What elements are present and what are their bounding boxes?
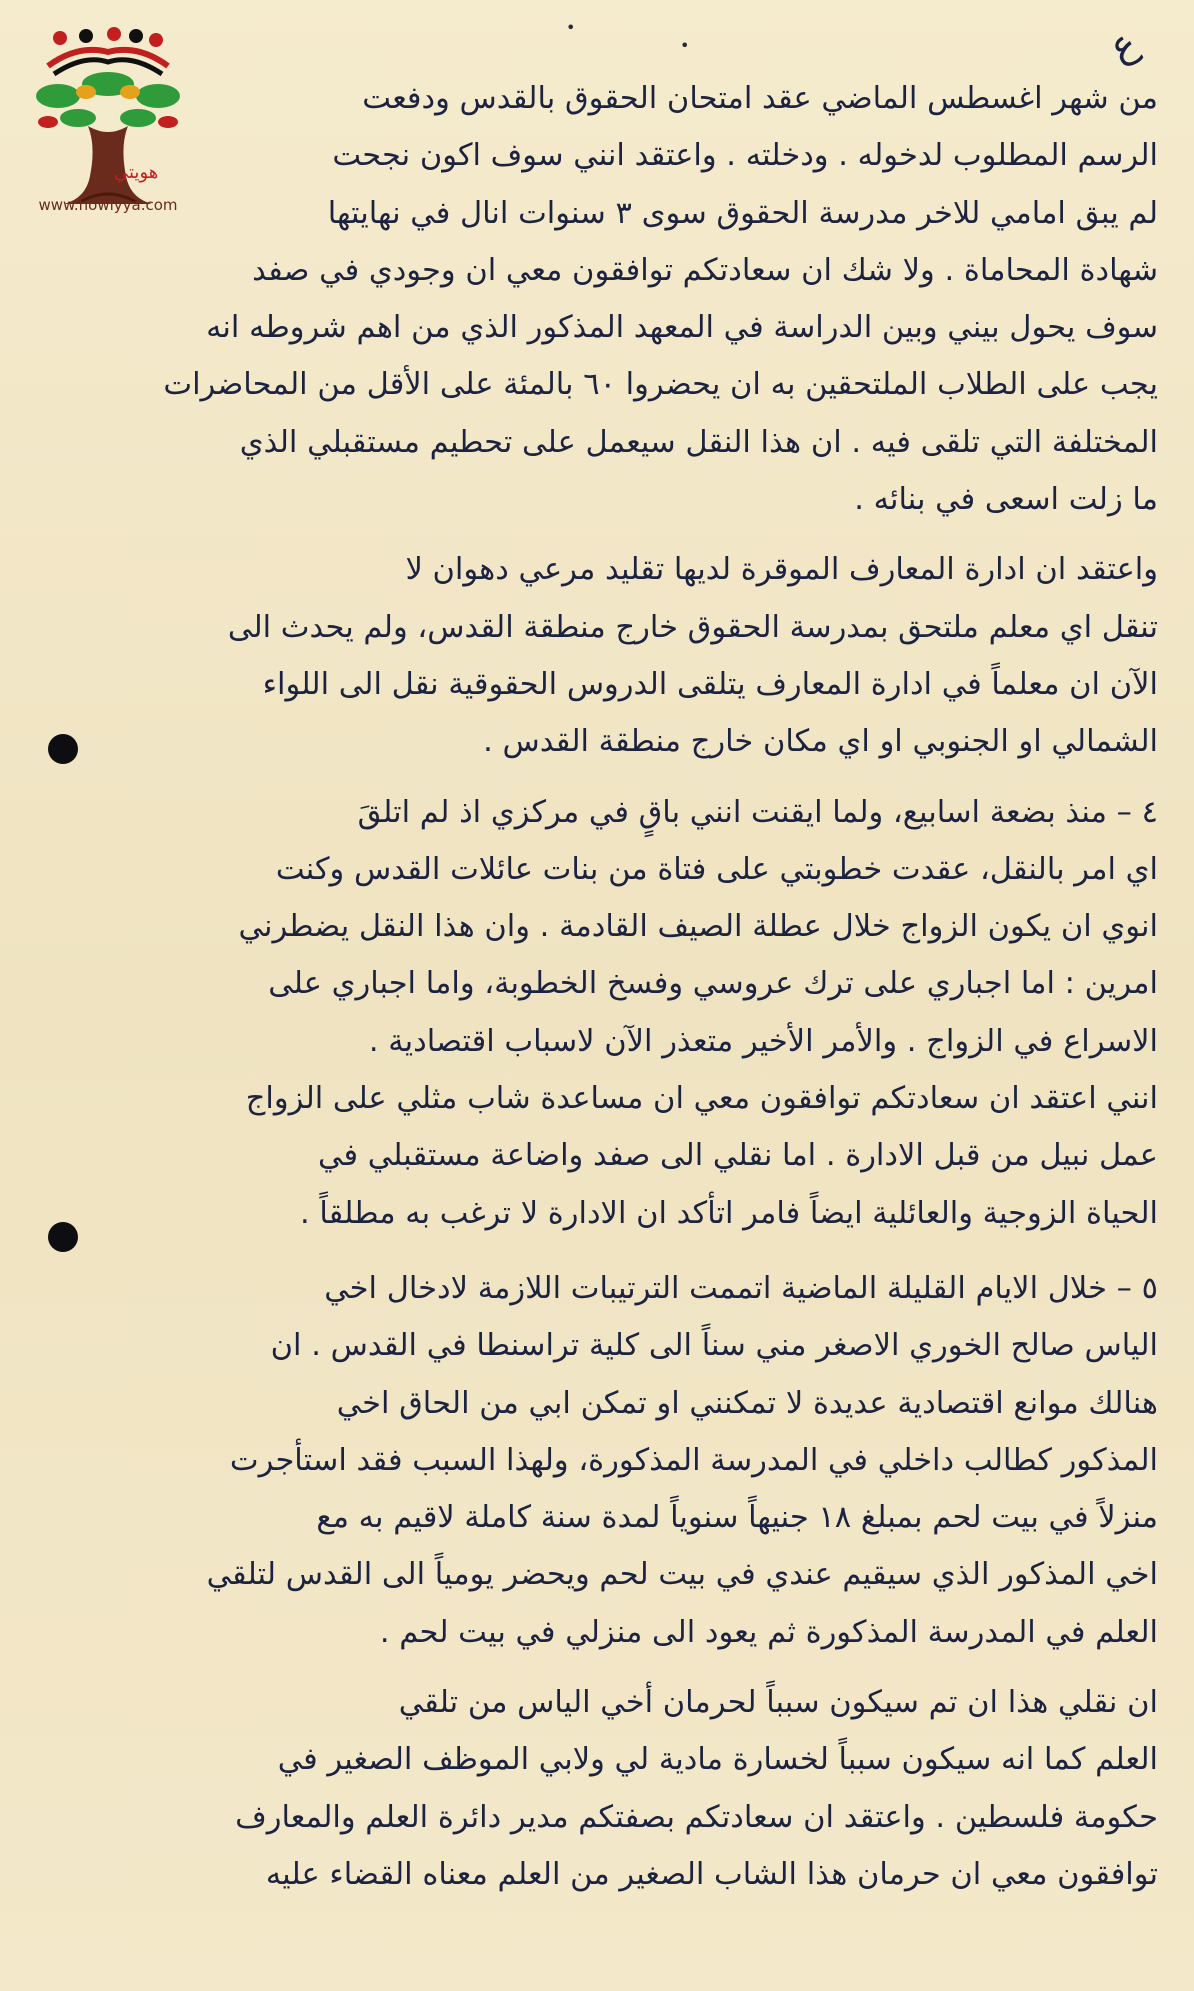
text-line: ان نقلي هذا ان تم سيكون سبباً لحرمان أخي الياس من تلقي <box>398 1685 1158 1721</box>
letter-body <box>88 70 1158 1903</box>
paragraph-5 <box>88 1674 1158 1903</box>
text-line: توافقون معي ان حرمان هذا الشاب الصغير من العلم معناه القضاء عليه <box>265 1856 1158 1892</box>
text-line: الحياة الزوجية والعائلية ايضاً فامر اتأكد ان الادارة لا ترغب به مطلقاً . <box>299 1195 1158 1231</box>
text-line: من شهر اغسطس الماضي عقد امتحان الحقوق بالقدس ودفعت <box>362 81 1158 116</box>
text-line: لم يبق امامي للاخر مدرسة الحقوق سوى ٣ سنوات انال في نهايتها <box>327 195 1158 231</box>
text-line: عمل نبيل من قبل الادارة . اما نقلي الى صفد واضاعة مستقبلي في <box>318 1138 1158 1174</box>
logo-text: هويتي <box>114 162 159 183</box>
text-line: هنالك موانع اقتصادية عديدة لا تمكنني او تمكن ابي من الحاق اخي <box>336 1385 1158 1421</box>
page-corner-mark: ﻉ <box>1101 19 1145 71</box>
text-line: شهادة المحاماة . ولا شك ان سعادتكم توافقون معي ان وجودي في صفد <box>252 252 1158 288</box>
paragraph-2 <box>88 541 1158 770</box>
watermark-url: www.howiyya.com <box>38 196 178 214</box>
text-line: انني اعتقد ان سعادتكم توافقون معي ان مساعدة شاب مثلي على الزواج <box>245 1081 1158 1117</box>
ink-dot: • <box>566 18 576 37</box>
text-line: حكومة فلسطين . واعتقد ان سعادتكم بصفتكم مدير دائرة العلم والمعارف <box>235 1799 1158 1835</box>
punch-hole <box>48 1222 78 1252</box>
text-line: تنقل اي معلم ملتحق بمدرسة الحقوق خارج منطقة القدس، ولم يحدث الى <box>227 609 1158 645</box>
text-line: واعتقد ان ادارة المعارف الموقرة لديها تقليد مرعي دهوان لا <box>405 552 1158 588</box>
text-line: يجب على الطلاب الملتحقين به ان يحضروا ٦٠ بالمئة على الأقل من المحاضرات <box>163 367 1158 403</box>
text-line: ٤ – منذ بضعة اسابيع، ولما ايقنت انني باقٍ في مركزي اذ لم اتلقَ <box>357 794 1158 830</box>
ink-dot: • <box>680 36 690 55</box>
text-line: ٥ – خلال الايام القليلة الماضية اتممت الترتيبات اللازمة لادخال اخي <box>324 1270 1158 1306</box>
paragraph-1 <box>88 70 1158 528</box>
text-line: العلم كما انه سيكون سبباً لخسارة مادية لي ولابي الموظف الصغير في <box>277 1742 1158 1778</box>
paragraph-4 <box>88 1260 1158 1661</box>
text-line: امرين : اما اجباري على ترك عروسي وفسخ الخطوبة، واما اجباري على <box>268 966 1158 1002</box>
text-line: الآن ان معلماً في ادارة المعارف يتلقى الدروس الحقوقية نقل الى اللواء <box>262 666 1158 702</box>
text-line: ما زلت اسعى في بنائه . <box>854 482 1158 518</box>
text-line: المختلفة التي تلقى فيه . ان هذا النقل سيعمل على تحطيم مستقبلي الذي <box>239 424 1158 460</box>
text-line: اخي المذكور الذي سيقيم عندي في بيت لحم ويحضر يومياً الى القدس لتلقي <box>206 1557 1158 1593</box>
text-line: اي امر بالنقل، عقدت خطوبتي على فتاة من بنات عائلات القدس وكنت <box>275 851 1158 887</box>
text-line: منزلاً في بيت لحم بمبلغ ١٨ جنيهاً سنوياً لمدة سنة كاملة لاقيم به مع <box>316 1500 1158 1536</box>
text-line: الرسم المطلوب لدخوله . ودخلته . واعتقد انني سوف اكون نجحت <box>332 138 1158 174</box>
text-line: سوف يحول بيني وبين الدراسة في المعهد المذكور الذي من اهم شروطه انه <box>206 310 1158 346</box>
paragraph-3 <box>88 784 1158 1242</box>
text-line: الاسراع في الزواج . والأمر الأخير متعذر الآن لاسباب اقتصادية . <box>368 1023 1158 1059</box>
text-line: انوي ان يكون الزواج خلال عطلة الصيف القادمة . وان هذا النقل يضطرني <box>238 909 1158 945</box>
text-line: العلم في المدرسة المذكورة ثم يعود الى منزلي في بيت لحم . <box>379 1614 1158 1650</box>
text-line: الشمالي او الجنوبي او اي مكان خارج منطقة القدس . <box>483 724 1158 760</box>
text-line: الياس صالح الخوري الاصغر مني سناً الى كلية تراسنطا في القدس . ان <box>270 1328 1158 1364</box>
text-line: المذكور كطالب داخلي في المدرسة المذكورة، ولهذا السبب فقد استأجرت <box>229 1442 1158 1478</box>
punch-hole <box>48 734 78 764</box>
